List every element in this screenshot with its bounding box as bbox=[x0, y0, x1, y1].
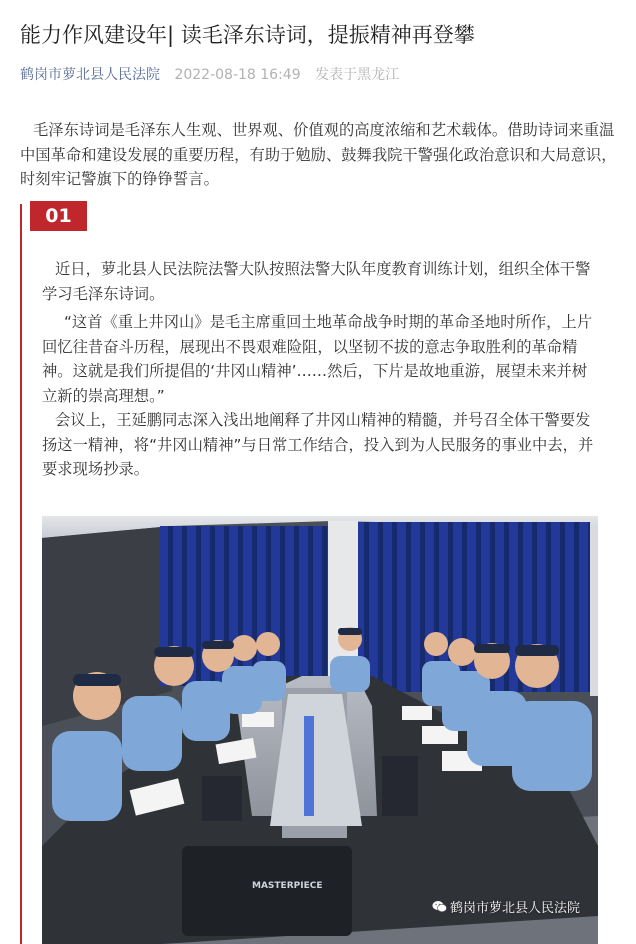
article-meta bbox=[20, 64, 399, 86]
meeting-photo[interactable] bbox=[42, 516, 598, 944]
section-accent-line bbox=[20, 204, 22, 944]
wechat-icon bbox=[432, 900, 447, 913]
table-brand-label: MASTERPIECE bbox=[252, 881, 323, 891]
body-paragraph: 近日，萝北县人民法院法警大队按照法警大队年度教育训练计划，组织全体干警学习毛泽东诗词。 bbox=[42, 260, 591, 303]
publish-date: 2022-08-18 16:49 bbox=[174, 67, 301, 83]
section-number-badge: 01 bbox=[30, 201, 87, 231]
photo-watermark bbox=[432, 897, 580, 916]
intro-paragraph: 毛泽东诗词是毛泽东人生观、世界观、价值观的高度浓缩和艺术载体。借助诗词来重温中国革命和建设发展的重要历程，有助于勉励、鼓舞我院干警强化政治意识和大局意识，时刻牢记警旗下的铮铮誓言。 bbox=[20, 121, 617, 188]
watermark-text: 鹤岗市萝北县人民法院 bbox=[449, 901, 580, 916]
article-title: 能力作风建设年| 读毛泽东诗词，提振精神再登攀 bbox=[20, 23, 475, 47]
body-paragraph: 会议上，王延鹏同志深入浅出地阐释了井冈山精神的精髓，并号召全体干警要发扬这一精神，将“井冈山精神”与日常工作结合，投入到为人民服务的事业中去，并要求现场抄录。 bbox=[42, 411, 594, 478]
account-name-link[interactable]: 鹤岗市萝北县人民法院 bbox=[20, 67, 160, 83]
publish-location: 发表于黑龙江 bbox=[315, 67, 400, 83]
meeting-photo-illustration bbox=[42, 516, 598, 944]
body-paragraph: “这首《重上井冈山》是毛主席重回土地革命战争时期的革命圣地时所作，上片回忆往昔奋斗历程，展现出不畏艰难险阻，以坚韧不拔的意志争取胜利的革命精神。这就是我们所提倡的‘井冈山精神’……然后，下片是故地重游，展望未来并树立新的崇高理想。” bbox=[42, 313, 593, 405]
